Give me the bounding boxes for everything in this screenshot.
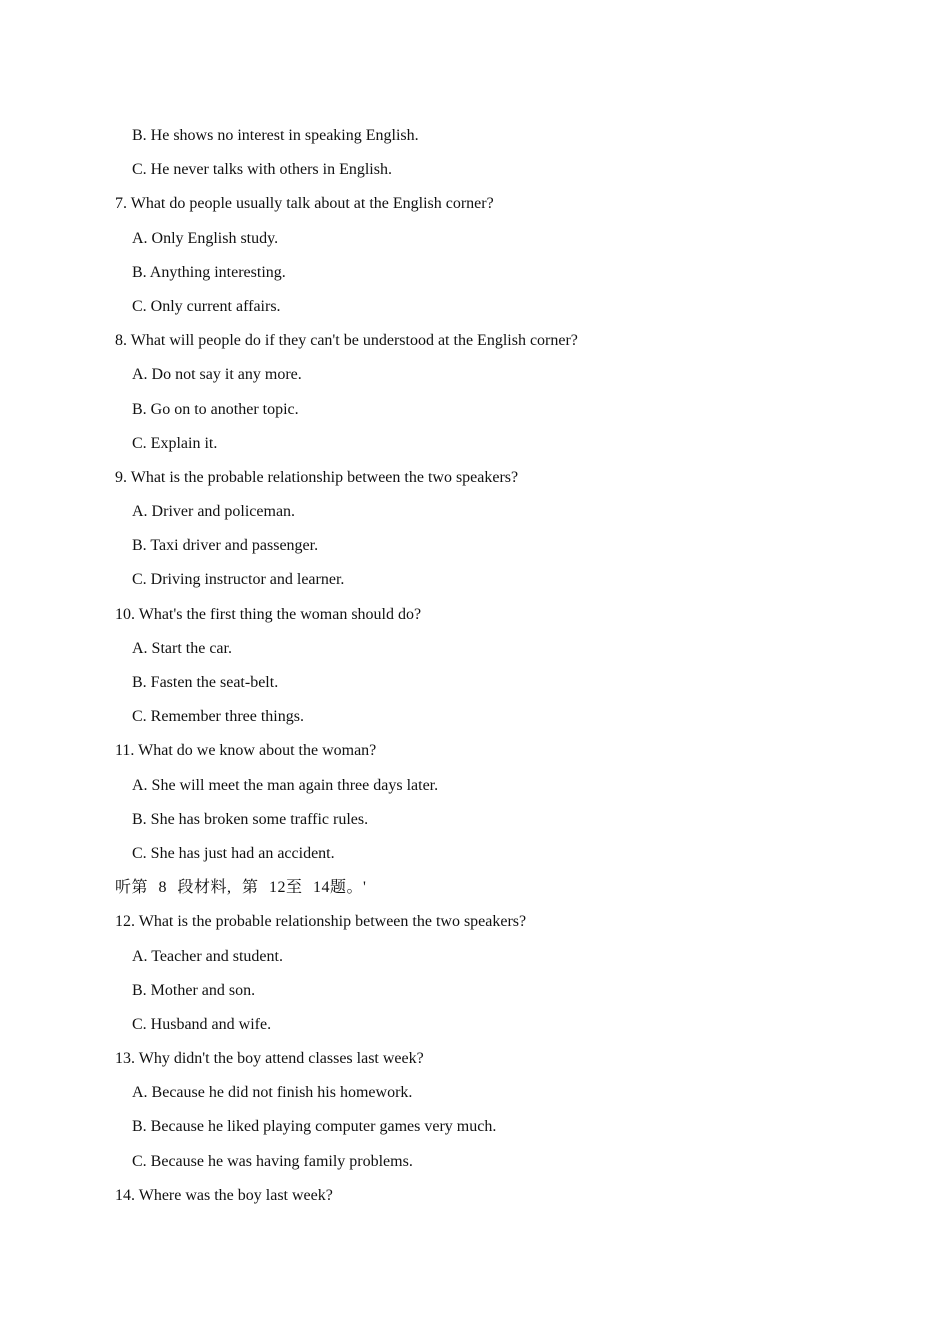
answer-option: B. Taxi driver and passenger. — [132, 537, 319, 555]
answer-option: C. Remember three things. — [132, 708, 304, 726]
answer-option: C. Explain it. — [132, 434, 218, 452]
question-text: 10. What's the first thing the woman should do? — [115, 605, 422, 623]
answer-option: C. He never talks with others in English. — [132, 161, 392, 179]
question-text: 11. What do we know about the woman? — [115, 742, 377, 760]
answer-option: B. Mother and son. — [132, 981, 256, 999]
answer-option: A. Start the car. — [132, 639, 232, 657]
answer-option: B. Fasten the seat-belt. — [132, 674, 279, 691]
answer-option: A. Do not say it any more. — [132, 366, 302, 384]
answer-option: B. Go on to another topic. — [132, 400, 299, 418]
answer-option: B. Anything interesting. — [132, 263, 286, 281]
answer-option: C. Husband and wife. — [132, 1015, 272, 1033]
answer-option: B. Because he liked playing computer games very much. — [132, 1118, 497, 1136]
answer-option: A. Because he did not finish his homework. — [132, 1084, 413, 1102]
answer-option: B. She has broken some traffic rules. — [132, 810, 369, 828]
answer-option: A. Driver and policeman. — [132, 503, 296, 521]
question-text: 12. What is the probable relationship between the two speakers? — [115, 913, 527, 931]
answer-option: C. Driving instructor and learner. — [132, 571, 345, 589]
section-instruction: 听第 8 段材料, 第 12至 14题。' — [115, 879, 367, 897]
question-text: 14. Where was the boy last week? — [115, 1186, 333, 1204]
answer-option: C. Because he was having family problems. — [132, 1152, 413, 1170]
question-list — [115, 124, 895, 1218]
answer-option: C. She has just had an accident. — [132, 844, 335, 862]
answer-option: C. Only current affairs. — [132, 297, 281, 315]
answer-option: A. Only English study. — [132, 229, 279, 247]
question-text: 8. What will people do if they can't be understood at the English corner? — [115, 332, 578, 350]
answer-option: A. She will meet the man again three days later. — [132, 776, 439, 794]
question-text: 7. What do people usually talk about at the English corner? — [115, 195, 494, 213]
answer-option: A. Teacher and student. — [132, 947, 283, 965]
answer-option: B. He shows no interest in speaking English. — [132, 127, 419, 144]
question-text: 13. Why didn't the boy attend classes last week? — [115, 1050, 424, 1068]
question-text: 9. What is the probable relationship between the two speakers? — [115, 468, 519, 486]
